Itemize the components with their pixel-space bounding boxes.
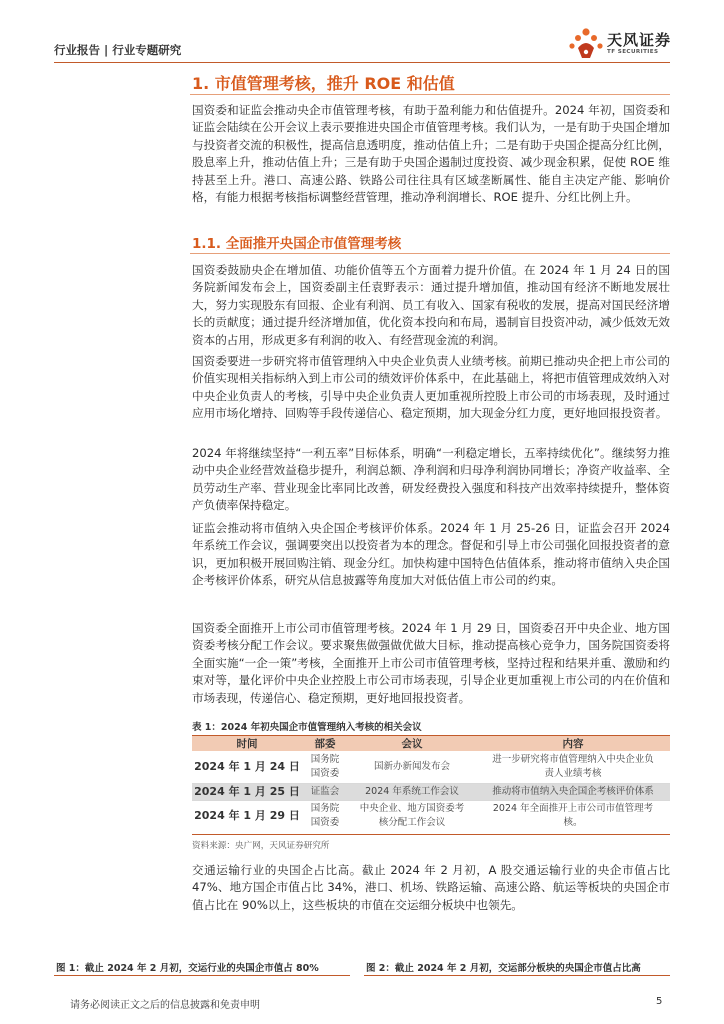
table-cell-date: 2024 年 1 月 24 日 [192, 751, 302, 783]
table-header-content: 内容 [476, 736, 670, 751]
table-cell-meeting: 2024 年系统工作会议 [348, 783, 476, 800]
table-source: 资料来源：央广网，天风证券研究所 [192, 841, 330, 851]
subsection-title: 1.1. 全面推开央国企市值管理考核 [192, 236, 402, 252]
meetings-table [192, 736, 670, 832]
figure-1-rule [54, 975, 350, 976]
header-divider [54, 62, 670, 63]
table-cell-dept: 国务院 国资委 [310, 803, 340, 829]
table-row [192, 751, 670, 783]
page-number: 5 [656, 996, 663, 1007]
subsection-title-underline [190, 253, 670, 254]
paragraph-csrc-valuation: 证监会推动将市值纳入央企国企考核评价体系。2024 年 1 月 25-26 日，证监会召开 2024 年系统工作会议，强调要突出以投资者为本的理念。督促和引导上市公司强化回报投资者的意识，更加积极开展回购注销、现金分红。加快构建中国特色估值体系，推动将市值纳入央企国企考核评价体系，研究从信息披露等角度加大对低估值上市公司的约束。 [192, 521, 670, 588]
table-caption: 表 1：2024 年初央国企市值管理纳入考核的相关会议 [192, 722, 422, 733]
table-header-dept: 部委 [302, 736, 348, 751]
table-bottom-rule [192, 834, 670, 835]
table-cell-dept: 国务院 国资委 [302, 751, 348, 783]
paragraph-performance-assessment: 国资委要进一步研究将市值管理纳入中央企业负责人业绩考核。前期已推动央企把上市公司的价值实现相关指标纳入到上市公司的绩效评价体系中，在此基础上，将把市值管理成效纳入对中央企业负责人的考核，引导中央企业负责人更加重视所控股上市公司的市场表现，及时通过应用市场化增持、回购等手段传递信心、稳定预期，加大现金分红力度，更好地回报投资者。 [192, 354, 670, 421]
section-title-underline [190, 94, 670, 95]
table-header-meeting: 会议 [348, 736, 476, 751]
table-header-row [192, 736, 670, 751]
table-cell-meeting: 国新办新闻发布会 [348, 751, 476, 783]
table-row [192, 800, 670, 832]
logo-text-cn: 天风证券 [607, 31, 672, 49]
table-cell-meeting: 中央企业、地方国资委考 核分配工作会议 [359, 803, 465, 829]
table-row [192, 783, 670, 800]
section-intro-paragraph: 国资委和证监会推动央企市值管理考核，有助于盈利能力和估值提升。2024 年初，国资委和证监会陆续在公开会议上表示要推进央国企市值管理考核。我们认为，一是有助于央国企增加与投资者交流的积极性，提高信息透明度，推动估值上升；二是有助于央国企提高分红比例，股息率上升，推动估值上升；三是有助于央国企遏制过度投资、减少现金积累，促使 ROE 维持甚至上升。港口、高速公路、铁路公司往往具有区域垄断属性、能自主决定产能、影响价格，有能力根据考核指标调整经营管理，推动净利润增长、ROE 提升、分红比例上升。 [192, 103, 670, 205]
report-category: 行业报告 | 行业专题研究 [54, 43, 182, 57]
logo-text-en: TF SECURITIES [607, 49, 659, 55]
paragraph-transport-share: 交通运输行业的央国企占比高。截止 2024 年 2 月初，A 股交通运输行业的央企市值占比 47%、地方国企市值占比 34%，港口、机场、铁路运输、高速公路、航运等板块的央国企市值占比在 90%以上，这些板块的市值在交运细分板块中也领先。 [192, 863, 670, 912]
table-cell-date: 2024 年 1 月 29 日 [194, 809, 300, 823]
figure-1-caption: 图 1：截止 2024 年 2 月初，交运行业的央国企市值占 80% [56, 963, 319, 974]
table-cell-content: 2024 年全面推开上市公司市值管理考 核。 [492, 803, 654, 829]
section-title: 1. 市值管理考核，推升 ROE 和估值 [192, 74, 455, 93]
figure-2-caption: 图 2：截止 2024 年 2 月初，交运部分板块的央国企市值占比高 [366, 963, 641, 974]
footer-disclaimer: 请务必阅读正文之后的信息披露和免责申明 [70, 1000, 260, 1011]
paragraph-sasac-market-value: 国资委全面推开上市公司市值管理考核。2024 年 1 月 29 日，国资委召开中央企业、地方国资委考核分配工作会议。要求聚焦做强做优做大目标，推动提高核心竞争力，国务院国资委将全面实施“一企一策”考核，全面推开上市公司市值管理考核，坚持过程和结果并重、激励和约束对等，量化评价中央企业控股上市公司市场表现，引导企业更加重视上市公司的内在价值和市场表现，传递信心、稳定预期，更好地回报投资者。 [192, 621, 670, 705]
table-cell-dept: 证监会 [302, 783, 348, 800]
table-cell-date: 2024 年 1 月 25 日 [192, 783, 302, 800]
table-header-date: 时间 [192, 736, 302, 751]
figure-2-rule [364, 975, 670, 976]
paragraph-value-enhancement: 国资委鼓励央企在增加值、功能价值等五个方面着力提升价值。在 2024 年 1 月 24 日的国务院新闻发布会上，国资委副主任袁野表示：通过提升增加值，推动国有经济不断地发展壮大，努力实现股东有回报、企业有利润、员工有收入、国家有税收的发展，提高对国民经济增长的贡献度；通过提升经济增加值，优化资本投向和布局，遏制盲目投资冲动，减少低效无效资本的占用，形成更多有利润的收入、有经营现金流的利润。 [192, 263, 670, 347]
table-cell-content: 推动将市值纳入央企国企考核评价体系 [476, 783, 670, 800]
table-cell-content: 进一步研究将市值管理纳入中央企业负 责人业绩考核 [476, 751, 670, 783]
paragraph-one-profit-five-rates: 2024 年将继续坚持“一利五率”目标体系，明确“一利稳定增长，五率持续优化”。继续努力推动中央企业经营效益稳步提升，利润总额、净利润和归母净利润协同增长；净资产收益率、全员劳动生产率、营业现金比率同比改善，研发经费投入强度和科技产出效率持续提升，整体资产负债率保持稳定。 [192, 446, 670, 513]
